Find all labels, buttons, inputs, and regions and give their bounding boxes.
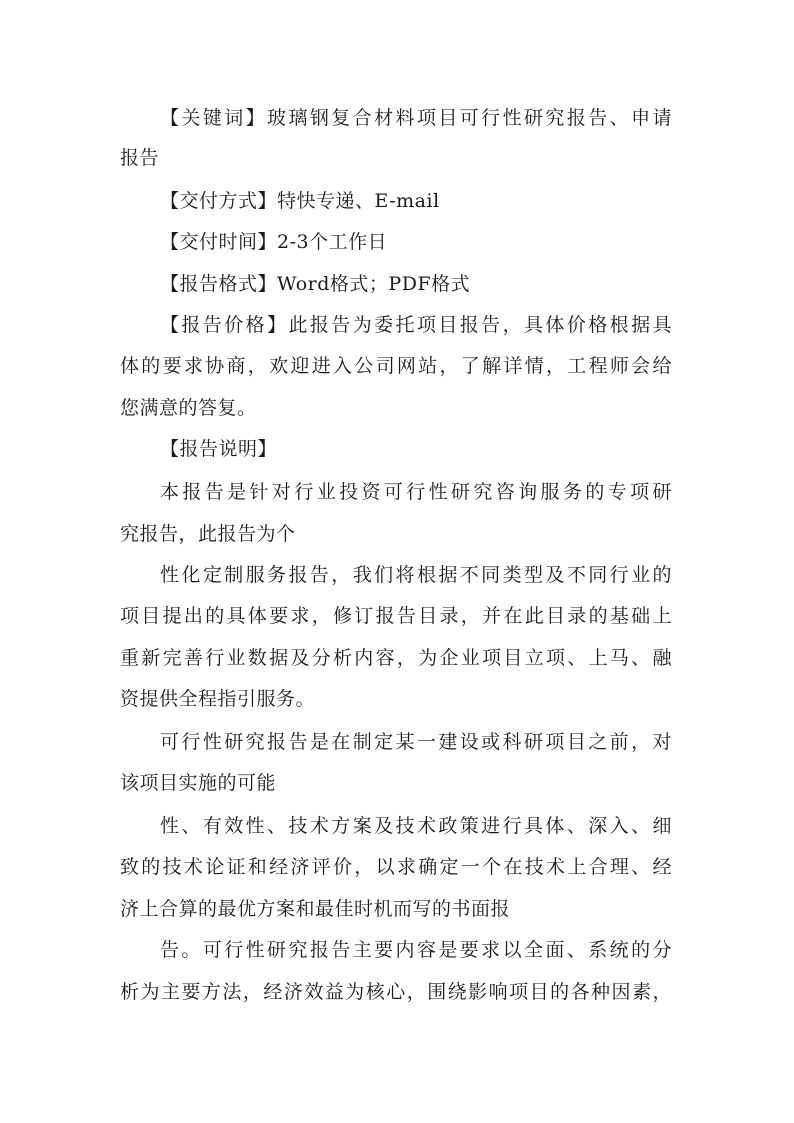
report-description-heading: 【报告说明】 — [160, 438, 278, 460]
feasibility-paragraph-1-line-2: 该项目实施的可能 — [120, 772, 277, 794]
description-paragraph-2-line-1: 性化定制服务报告，我们将根据不同类型及不同行业的 — [160, 564, 672, 586]
feasibility-paragraph-3-line-1: 告。可行性研究报告主要内容是要求以全面、系统的分 — [160, 939, 672, 961]
report-price-line-3: 您满意的答复。 — [120, 397, 257, 419]
feasibility-paragraph-2-line-1: 性、有效性、技术方案及技术政策进行具体、深入、细 — [160, 815, 672, 837]
feasibility-paragraph-2-line-2: 致的技术论证和经济评价，以求确定一个在技术上合理、经 — [120, 856, 672, 878]
report-format-line: 【报告格式】Word格式；PDF格式 — [160, 273, 471, 295]
description-paragraph-1-line-2: 究报告，此报告为个 — [120, 523, 296, 545]
report-price-line-2: 体的要求协商，欢迎进入公司网站，了解详情，工程师会给 — [120, 355, 672, 377]
delivery-time-line: 【交付时间】2-3个工作日 — [160, 231, 388, 253]
feasibility-paragraph-2-line-3: 济上合算的最优方案和最佳时机而写的书面报 — [120, 898, 511, 920]
report-price-line: 【报告价格】此报告为委托项目报告，具体价格根据具 — [160, 314, 672, 336]
keywords-line-continued: 报告 — [120, 147, 160, 169]
feasibility-paragraph-3-line-2: 析为主要方法，经济效益为核心，围绕影响项目的各种因素， — [120, 981, 672, 1003]
description-paragraph-1-line-1: 本报告是针对行业投资可行性研究咨询服务的专项研 — [160, 481, 672, 503]
delivery-method-line: 【交付方式】特快专递、E-mail — [160, 190, 440, 212]
description-paragraph-2-line-4: 资提供全程指引服务。 — [120, 688, 316, 710]
keywords-line: 【关键词】玻璃钢复合材料项目可行性研究报告、申请 — [160, 107, 672, 129]
feasibility-paragraph-1-line-1: 可行性研究报告是在制定某一建设或科研项目之前，对 — [160, 731, 672, 753]
description-paragraph-2-line-3: 重新完善行业数据及分析内容，为企业项目立项、上马、融 — [120, 647, 672, 669]
description-paragraph-2-line-2: 项目提出的具体要求，修订报告目录，并在此目录的基础上 — [120, 605, 672, 627]
